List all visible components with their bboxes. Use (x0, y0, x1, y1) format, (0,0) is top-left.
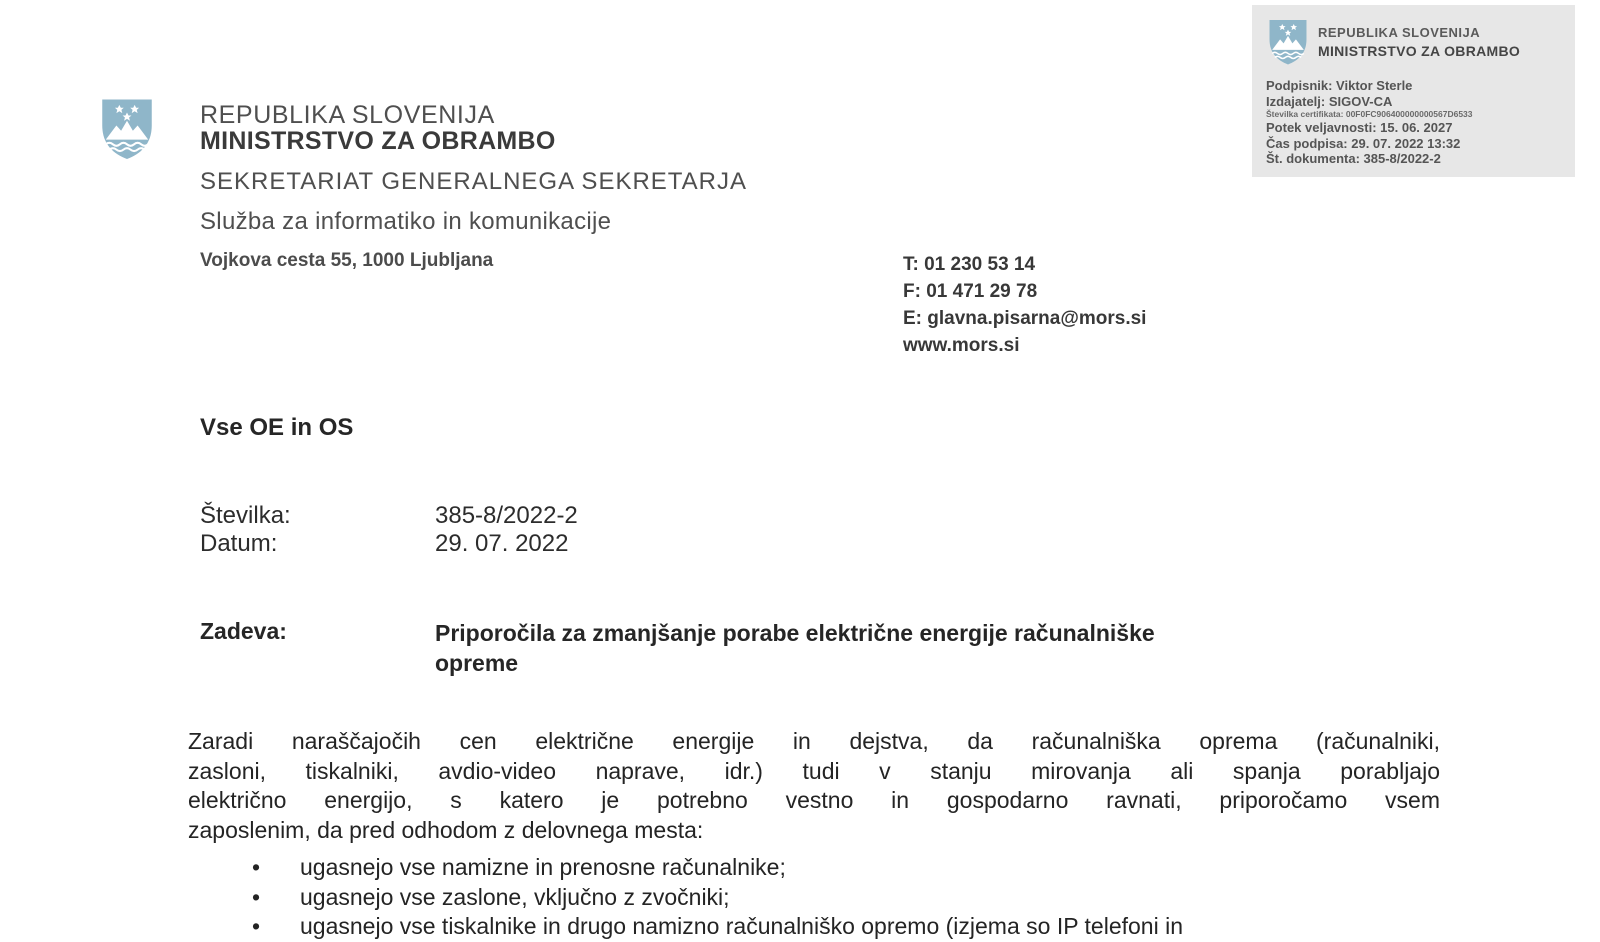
digital-signature-stamp (1252, 5, 1575, 177)
list-item (188, 912, 1488, 942)
stamp-issuer: Izdajatelj: SIGOV-CA (1266, 93, 1393, 109)
list-item (188, 883, 1488, 913)
stamp-signing-time: Čas podpisa: 29. 07. 2022 13:32 (1266, 135, 1461, 151)
body-paragraph (188, 727, 1440, 845)
letterhead-ministry: MINISTRSTVO ZA OBRAMBO (200, 127, 556, 155)
list-item (188, 853, 1488, 883)
body-line: Zaradi naraščajočih cen električne energije in dejstva, da računalniška oprema (računalniki, (188, 728, 1440, 754)
letterhead-address: Vojkova cesta 55, 1000 Ljubljana (200, 250, 494, 271)
body-line: zasloni, tiskalniki, avdio-video naprave, idr.) tudi v stanju mirovanja ali spanja porabljajo (188, 757, 1440, 784)
letterhead-country: REPUBLIKA SLOVENIJA (200, 101, 495, 129)
recommendation-list (188, 853, 1488, 942)
letterhead-secretariat: SEKRETARIAT GENERALNEGA SEKRETARJA (200, 168, 748, 195)
stamp-certificate-number: Številka certifikata: 00F0FC906400000000567D6533 (1266, 109, 1473, 119)
subject-line: opreme (435, 650, 519, 676)
body-line: zaposlenim, da pred odhodom z delovnega mesta: (188, 816, 704, 843)
document-date-value: 29. 07. 2022 (435, 530, 569, 557)
stamp-signature-details (1266, 78, 1473, 167)
stamp-country: REPUBLIKA SLOVENIJA (1318, 25, 1481, 40)
bullet-icon: • (252, 854, 261, 880)
letterhead-department: Služba za informatiko in komunikacije (200, 208, 612, 235)
contact-fax: F: 01 471 29 78 (903, 281, 1038, 302)
stamp-validity: Potek veljavnosti: 15. 06. 2027 (1266, 120, 1453, 135)
list-item-text: ugasnejo vse tiskalnike in drugo namizno računalniško opremo (izjema so IP telefoni in (300, 913, 1183, 939)
document-number-label: Številka: (200, 502, 291, 529)
contact-block (903, 251, 1146, 359)
body-line: električno energijo, s katero je potrebno vestno in gospodarno ravnati, priporočamo vsem (188, 787, 1440, 813)
subject-label: Zadeva: (200, 618, 287, 644)
contact-website: www.mors.si (903, 335, 1020, 356)
stamp-document-number: Št. dokumenta: 385-8/2022-2 (1266, 151, 1441, 166)
contact-phone: T: 01 230 53 14 (903, 254, 1036, 275)
coat-of-arms-icon (96, 96, 158, 162)
list-item-text: ugasnejo vse zaslone, vključno z zvočniki; (300, 883, 730, 910)
list-item-text: ugasnejo vse namizne in prenosne računalnike; (300, 854, 786, 880)
subject-line: Priporočila za zmanjšanje porabe električne energije računalniške (435, 620, 1155, 646)
document-date-label: Datum: (200, 530, 278, 557)
document-number-value: 385-8/2022-2 (435, 502, 578, 529)
contact-email: E: glavna.pisarna@mors.si (903, 308, 1147, 329)
bullet-icon: • (252, 883, 261, 910)
stamp-signer: Podpisnik: Viktor Sterle (1266, 78, 1413, 93)
recipient-line: Vse OE in OS (200, 414, 354, 441)
stamp-ministry: MINISTRSTVO ZA OBRAMBO (1318, 43, 1521, 59)
coat-of-arms-icon (1266, 17, 1310, 67)
subject-text (435, 618, 1315, 678)
bullet-icon: • (252, 913, 261, 939)
